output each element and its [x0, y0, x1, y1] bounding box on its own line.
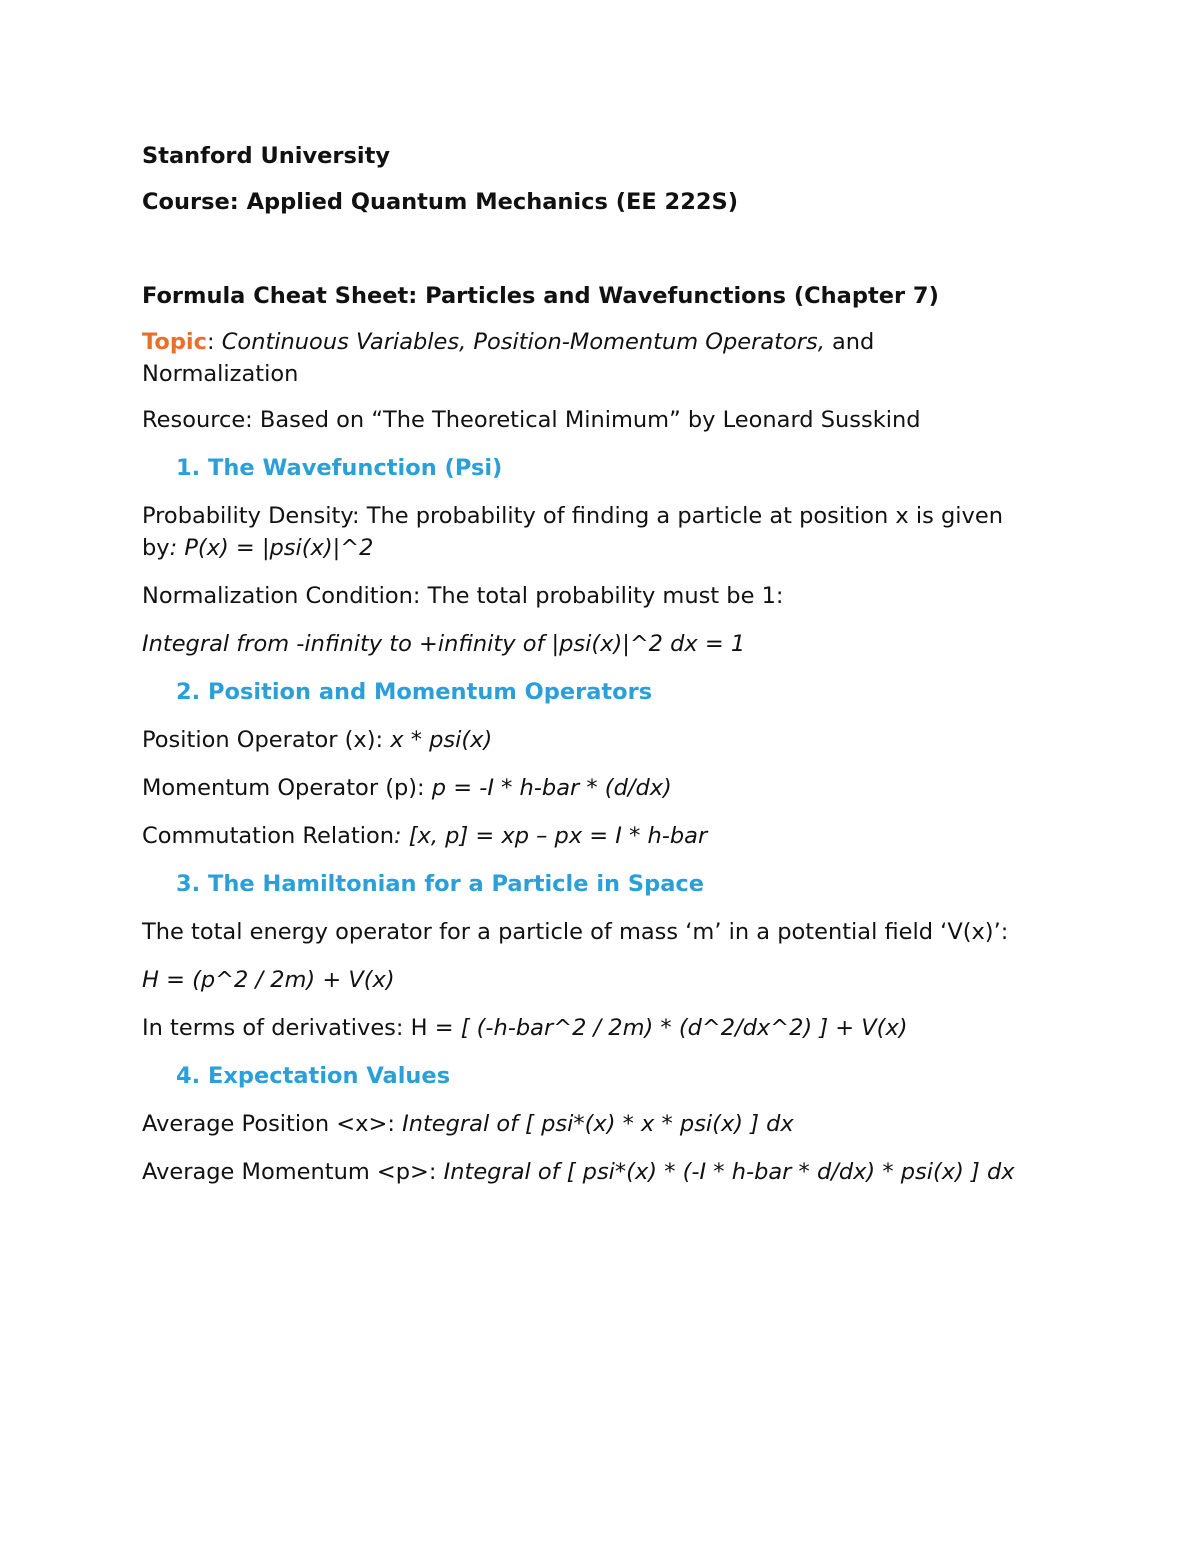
momentum-operator	[142, 772, 1102, 804]
hamiltonian-derivatives	[142, 1012, 1102, 1044]
avg-position-formula: Integral of [ psi*(x) * x * psi(x) ] dx	[402, 1111, 794, 1137]
momentum-formula: p = -I * h-bar * (d/dx)	[431, 775, 672, 801]
prob-density-by: by	[142, 535, 170, 561]
hamiltonian-formula: H = (p^2 / 2m) + V(x)	[142, 967, 395, 993]
section-3-heading: 3. The Hamiltonian for a Particle in Space	[176, 871, 704, 897]
topic-colon: :	[206, 329, 222, 355]
topic-line	[142, 326, 1102, 390]
position-label: Position Operator (x):	[142, 727, 391, 753]
normalization-formula: Integral from -infinity to +infinity of |psi(x)|^2 dx = 1	[142, 631, 746, 657]
commutation-label: Commutation Relation	[142, 823, 395, 849]
average-position	[142, 1108, 1102, 1140]
prob-density-formula: : P(x) = |psi(x)|^2	[169, 535, 374, 561]
derivatives-label: In terms of derivatives: H	[142, 1015, 435, 1041]
university-title: Stanford University	[142, 143, 390, 169]
derivatives-formula: = [ (-h-bar^2 / 2m) * (d^2/dx^2) ] + V(x)	[434, 1015, 908, 1041]
avg-momentum-formula: Integral of [ psi*(x) * (-I * h-bar * d/dx) * psi(x) ] dx	[443, 1159, 1015, 1185]
probability-density	[142, 500, 1102, 564]
commutation-formula: : [x, p] = xp – px = I * h-bar	[394, 823, 708, 849]
energy-description: The total energy operator for a particle of mass ‘m’ in a potential field ‘V(x)’:	[142, 919, 1009, 945]
course-title: Course: Applied Quantum Mechanics (EE 222S)	[142, 189, 739, 215]
average-momentum	[142, 1156, 1102, 1188]
topic-line2: Normalization	[142, 361, 299, 387]
topic-italic: Continuous Variables, Position-Momentum Operators,	[221, 329, 825, 355]
topic-and: and	[824, 329, 875, 355]
document-page	[142, 140, 1102, 1188]
momentum-label: Momentum Operator (p):	[142, 775, 432, 801]
prob-density-intro: Probability Density: The probability of finding a particle at position x is given	[142, 503, 1003, 529]
commutation-relation	[142, 820, 1102, 852]
sheet-title: Formula Cheat Sheet: Particles and Wavefunctions (Chapter 7)	[142, 283, 939, 309]
resource-line: Resource: Based on “The Theoretical Minimum” by Leonard Susskind	[142, 407, 921, 433]
topic-label: Topic	[142, 329, 207, 355]
section-2-heading: 2. Position and Momentum Operators	[176, 679, 653, 705]
avg-momentum-label: Average Momentum <p>:	[142, 1159, 444, 1185]
section-1-heading: 1. The Wavefunction (Psi)	[176, 455, 503, 481]
normalization-label: Normalization Condition: The total probability must be 1:	[142, 583, 784, 609]
avg-position-label: Average Position <x>:	[142, 1111, 403, 1137]
section-4-heading: 4. Expectation Values	[176, 1063, 451, 1089]
position-operator	[142, 724, 1102, 756]
position-formula: x * psi(x)	[390, 727, 493, 753]
